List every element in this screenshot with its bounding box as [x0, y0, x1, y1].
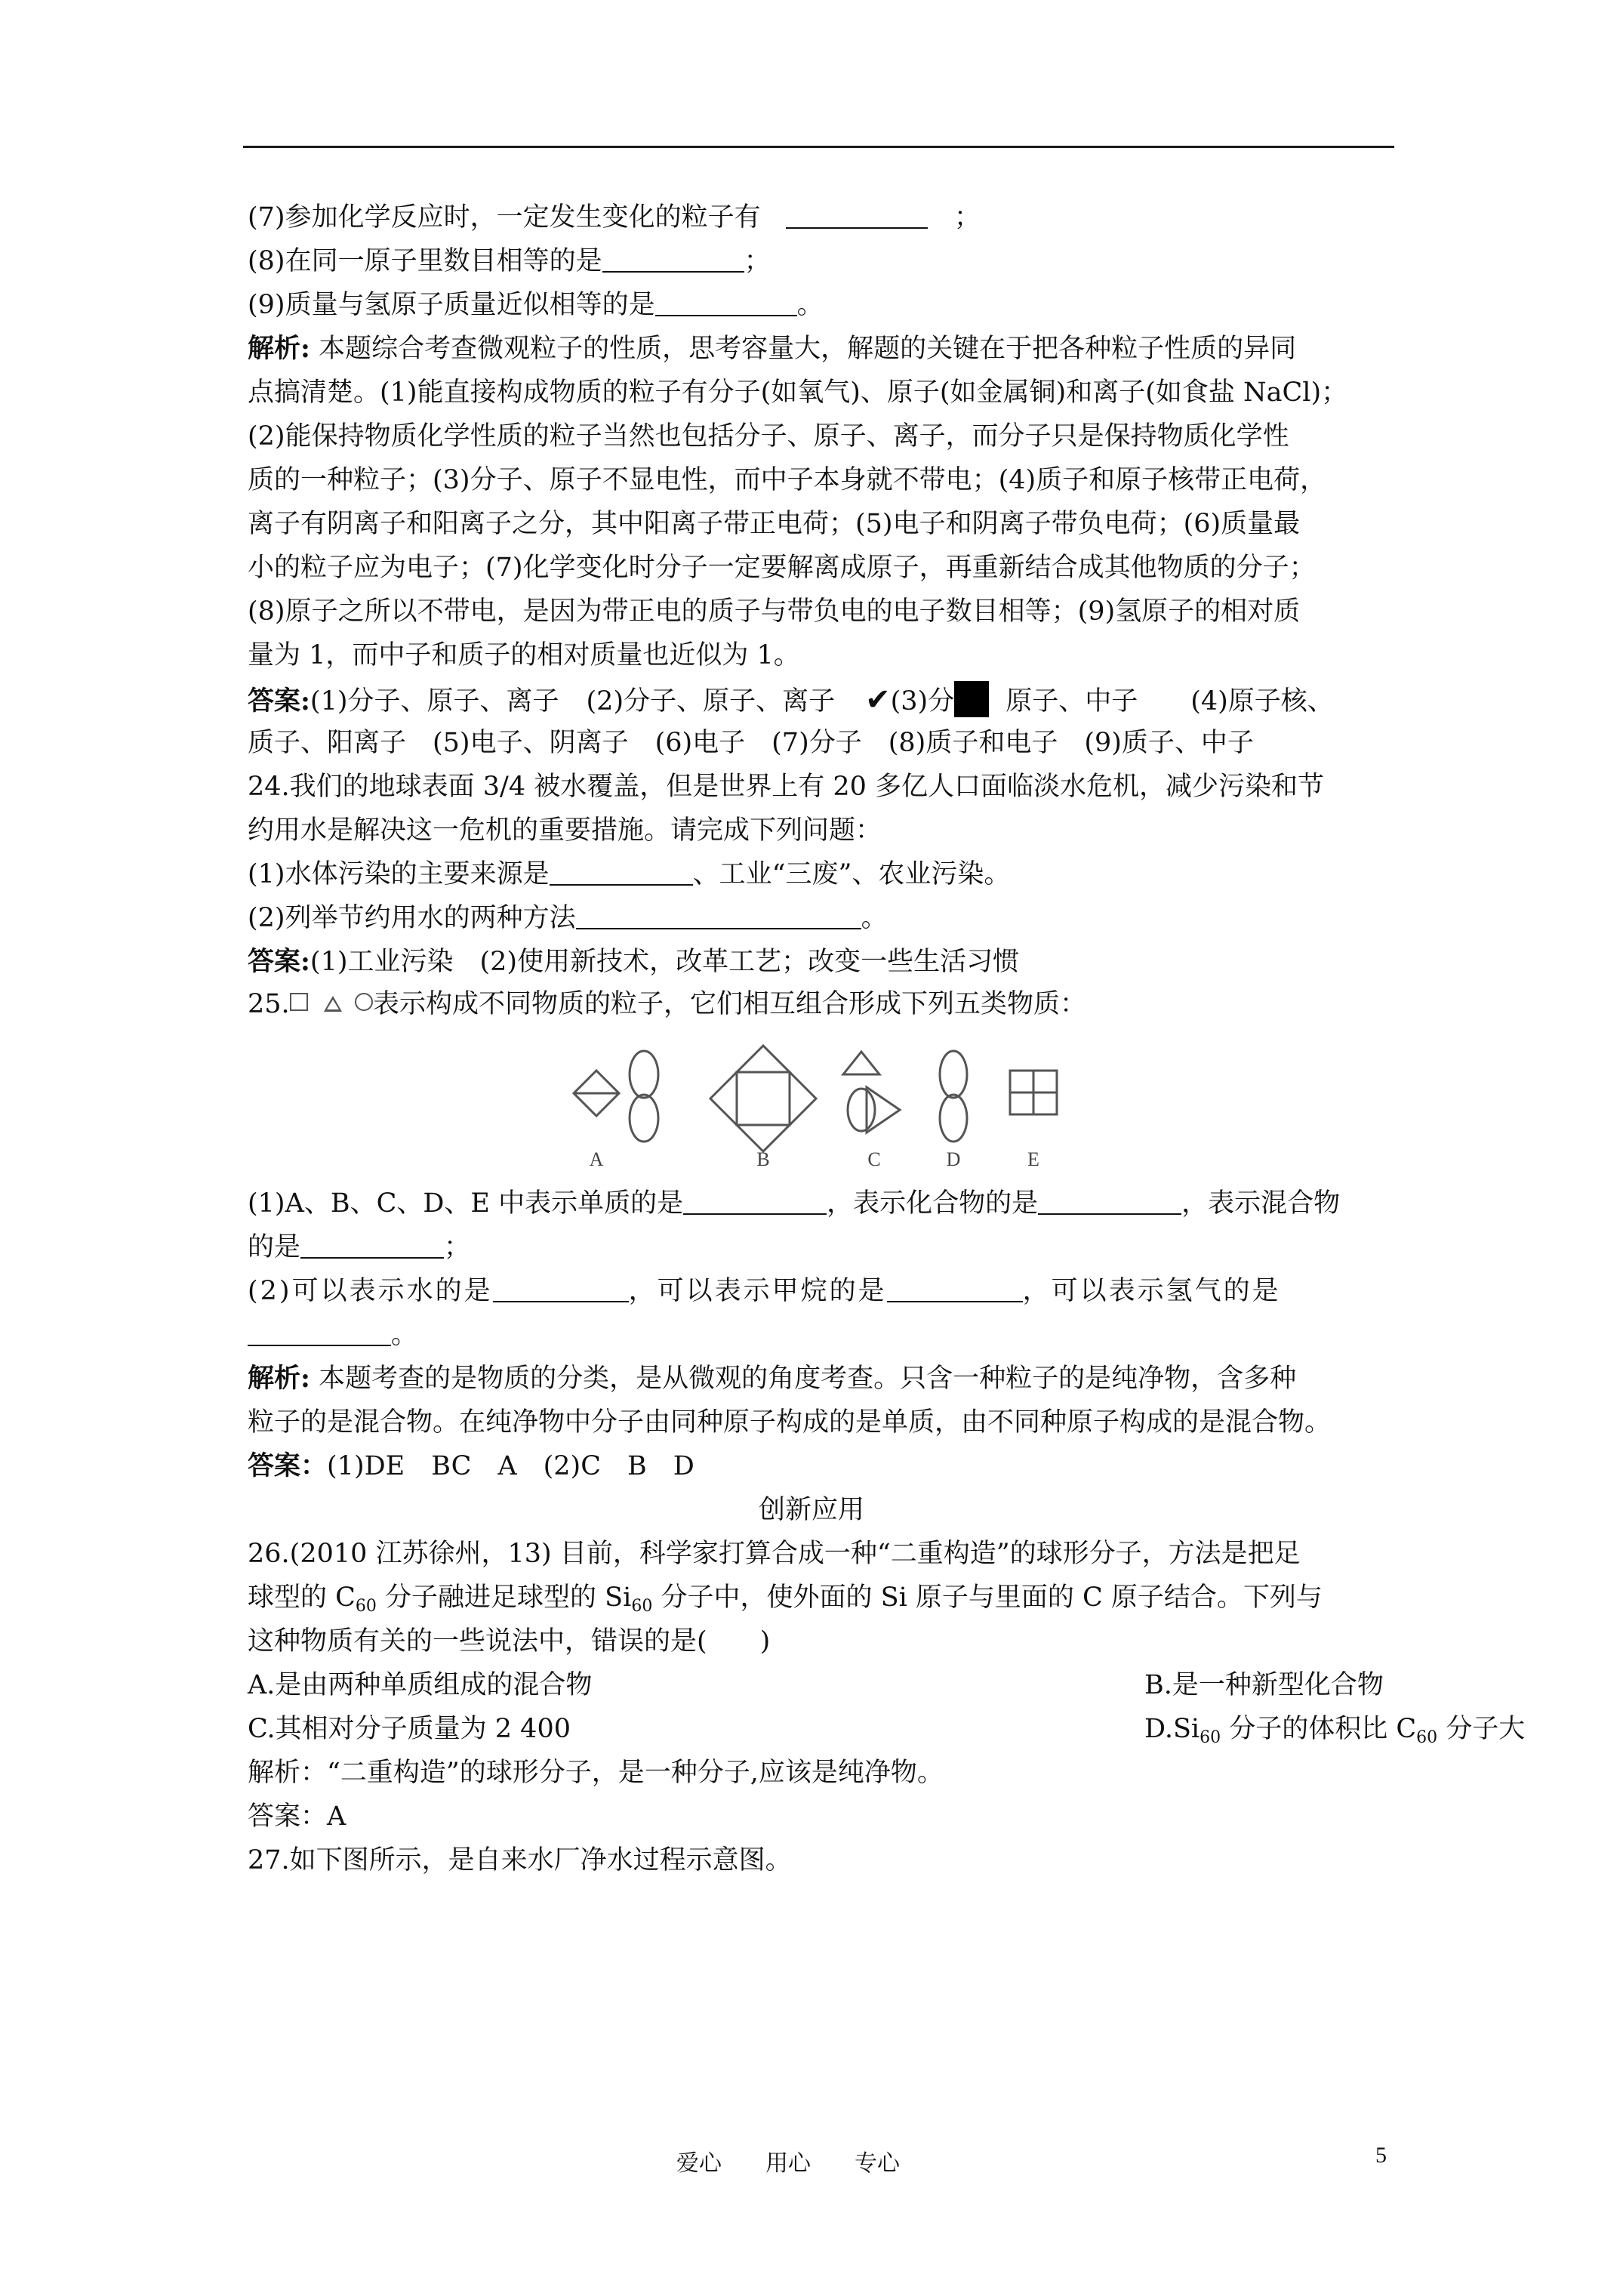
q24-q1-text: (1)水体污染的主要来源是 — [248, 859, 550, 889]
option-b[interactable]: B.是一种新型化合物 — [1144, 1670, 1384, 1700]
q24-stem-line-1: 24.我们的地球表面 3/4 被水覆盖，但是世界上有 20 多亿人口面临淡水危机，减少污染和节 — [248, 772, 1325, 802]
q26-options-row-1 — [248, 1667, 1395, 1703]
q24-q1-end: 、工业“三废”、农业污染。 — [692, 859, 1011, 889]
punctuation: ； — [444, 1232, 471, 1262]
q26-options-row-2 — [248, 1711, 1526, 1747]
answer-blank[interactable] — [248, 1319, 391, 1346]
answer-1: (1)分子、原子、离子 — [310, 686, 559, 717]
q26-answer: 答案：A — [248, 1801, 346, 1832]
punctuation: ； — [953, 202, 981, 233]
answer-blank[interactable] — [550, 858, 693, 886]
q24-stem-line-2: 约用水是解决这一危机的重要措施。请完成下列问题： — [248, 815, 882, 846]
q23-analysis-line-8: 量为 1，而中子和质子的相对质量也近似为 1。 — [248, 640, 800, 670]
q26-stem-line-1: 26.(2010 江苏徐州，13) 目前，科学家打算合成一种“二重构造”的球形分子，方法是把足 — [248, 1539, 1301, 1569]
ellipse-shape — [940, 1095, 967, 1142]
q24-question-1 — [248, 856, 1395, 892]
q25-intro: 表示构成不同物质的粒子，它们相互组合形成下列五类物质： — [372, 989, 1086, 1019]
answer-blank[interactable] — [493, 1275, 629, 1302]
q26-analysis: 解析：“二重构造”的球形分子，是一种分子,应该是纯净物。 — [248, 1758, 944, 1788]
question-number: 25. — [248, 989, 290, 1019]
triangle-shape — [710, 1072, 737, 1125]
answer-blank[interactable] — [300, 1231, 444, 1259]
answer-blank[interactable] — [1038, 1188, 1181, 1215]
q23-analysis-line-2: 点搞清楚。(1)能直接构成物质的粒子有分子(如氧气)、原子(如金属铜)和离子(如食盐 NaCl)； — [248, 378, 1348, 408]
footer — [676, 2144, 944, 2177]
square-icon — [290, 993, 308, 1011]
q25-stem — [248, 986, 1395, 1022]
q24-q2-text: (2)列举节约用水的两种方法 — [248, 903, 576, 933]
answer-label: 答案: — [248, 946, 310, 977]
answer-label: 答案: — [248, 686, 310, 717]
q23-item-7-text: (7)参加化学反应时，一定发生变化的粒子有 — [248, 202, 761, 233]
q23-item-9 — [248, 287, 1395, 323]
triangle-shape — [737, 1125, 790, 1151]
ellipse-shape — [630, 1051, 658, 1098]
q25-analysis-line-2: 粒子的是混合物。在纯净物中分子由同种原子构成的是单质，由不同种原子构成的是混合物。 — [248, 1407, 1332, 1438]
q23-analysis-line-5: 离子有阴离子和阳离子之分，其中阳离子带正电荷；(5)电子和阴离子带负电荷；(6)质量最 — [248, 509, 1301, 539]
q25-q1-part: ，表示化合物的是 — [827, 1188, 1039, 1219]
q23-analysis-line-3: (2)能保持物质化学性质的粒子当然也包括分子、原子、离子，而分子只是保持物质化学性 — [248, 421, 1289, 451]
punctuation: 。 — [796, 290, 824, 320]
figure-e — [1010, 1071, 1057, 1114]
figure-label-a: A — [589, 1148, 604, 1170]
q25-question-1 — [248, 1185, 1395, 1222]
figure-a — [574, 1051, 658, 1142]
q25-q1-part: 的是 — [248, 1232, 301, 1262]
triangle-icon — [324, 996, 342, 1012]
footer-item: 爱心 — [676, 2150, 722, 2177]
q25-q2-part: (2)可以表示水的是 — [248, 1276, 493, 1306]
q23-item-9-text: (9)质量与氢原子质量近似相等的是 — [248, 290, 655, 320]
q26-text: 分子中，使外面的 Si 原子与里面的 C 原子结合。下列与 — [652, 1583, 1323, 1613]
q25-q2-part: ，可以表示甲烷的是 — [628, 1276, 887, 1306]
particle-figure — [566, 1040, 1079, 1175]
answer-text: (1)工业污染 (2)使用新技术，改革工艺；改变一些生活习惯 — [310, 947, 1020, 977]
q23-item-8 — [248, 243, 1395, 279]
circle-icon — [355, 993, 373, 1011]
answer-blank[interactable] — [887, 1275, 1023, 1302]
q25-answer — [248, 1448, 1395, 1484]
q26-stem-line-2 — [248, 1579, 1395, 1625]
answer-blank[interactable] — [655, 289, 797, 316]
q23-analysis-line-6: 小的粒子应为电子；(7)化学变化时分子一定要解离成原子，再重新结合成其他物质的分子； — [248, 553, 1316, 583]
redaction-block — [954, 681, 989, 717]
option-d-text: D.Si — [1144, 1714, 1200, 1744]
q23-analysis-line-7: (8)原子之所以不带电，是因为带正电的质子与带负电的电子数目相等；(9)氢原子的相对质 — [248, 596, 1301, 627]
analysis-text: 本题综合考查微观粒子的性质，思考容量大，解题的关键在于把各种粒子性质的异同 — [319, 334, 1297, 364]
q25-question-2 — [248, 1273, 1395, 1309]
ellipse-shape — [848, 1089, 875, 1131]
answer-3-end: 原子、中子 — [1006, 686, 1138, 717]
triangle-shape — [790, 1072, 816, 1125]
subscript: 60 — [1200, 1728, 1221, 1747]
page-number: 5 — [1375, 2143, 1387, 2168]
q25-q1-part: ，表示混合物 — [1181, 1188, 1341, 1219]
triangle-shape — [843, 1052, 879, 1074]
analysis-text: 本题考查的是物质的分类，是从微观的角度考查。只含一种粒子的是纯净物，含多种 — [319, 1364, 1297, 1394]
analysis-label: 解析: — [248, 333, 310, 364]
q26-text: 球型的 C — [248, 1583, 356, 1613]
figure-label-b: B — [756, 1148, 770, 1170]
q23-analysis-line-4: 质的一种粒子；(3)分子、原子不显电性，而中子本身就不带电；(4)质子和原子核带正电荷， — [248, 465, 1327, 495]
q23-answer-line-1 — [248, 681, 1395, 720]
answer-4: (4)原子核、 — [1190, 686, 1334, 717]
q23-item-8-text: (8)在同一原子里数目相等的是 — [248, 246, 602, 276]
header-rule — [243, 146, 1394, 148]
answer-blank[interactable] — [786, 202, 928, 229]
answer-3-start: (3)分 — [890, 686, 955, 717]
answer-label: 答案： — [248, 1450, 328, 1481]
square-shape — [737, 1072, 790, 1125]
punctuation: 。 — [861, 903, 888, 933]
option-d-text: 分子的体积比 C — [1221, 1714, 1417, 1744]
ellipse-shape — [940, 1051, 967, 1098]
figure-c — [843, 1052, 900, 1133]
checkmark-icon: ✔ — [865, 683, 891, 717]
footer-item: 用心 — [765, 2150, 811, 2177]
q25-analysis-line-1 — [248, 1361, 1395, 1397]
subscript: 60 — [1416, 1728, 1438, 1747]
q25-q1-part: (1)A、B、C、D、E 中表示单质的是 — [248, 1188, 684, 1219]
footer-item: 专心 — [855, 2150, 900, 2177]
q25-question-2-cont — [248, 1317, 1395, 1353]
answer-blank[interactable] — [683, 1188, 827, 1215]
option-d[interactable] — [1144, 1711, 1525, 1756]
answer-blank[interactable] — [576, 902, 861, 929]
subscript: 60 — [631, 1597, 653, 1616]
q26-text: 分子融进足球型的 Si — [376, 1583, 632, 1613]
answer-blank[interactable] — [602, 245, 744, 273]
option-a[interactable]: A.是由两种单质组成的混合物 — [248, 1670, 593, 1700]
section-title: 创新应用 — [758, 1495, 864, 1525]
figure-d — [940, 1051, 967, 1142]
q26-stem-line-3: 这种物质有关的一些说法中，错误的是( ) — [248, 1626, 771, 1657]
figure-label-e: E — [1027, 1148, 1039, 1170]
punctuation: ； — [744, 246, 771, 276]
q24-question-2 — [248, 900, 1395, 936]
option-c[interactable]: C.其相对分子质量为 2 400 — [248, 1714, 571, 1744]
figure-label-c: C — [867, 1148, 881, 1170]
answer-text: (1)DE BC A (2)C B D — [327, 1451, 694, 1481]
q25-q2-part: ，可以表示氢气的是 — [1022, 1276, 1281, 1306]
option-d-text: 分子大 — [1437, 1714, 1526, 1744]
q25-question-1-cont — [248, 1229, 1395, 1265]
punctuation: 。 — [391, 1320, 418, 1350]
q23-answer-line-2: 质子、阳离子 (5)电子、阴离子 (6)电子 (7)分子 (8)质子和电子 (9)质子、中子 — [248, 728, 1254, 758]
q24-answer — [248, 944, 1395, 980]
triangle-shape — [737, 1046, 790, 1072]
figure-b — [710, 1046, 816, 1151]
q23-analysis-line-1 — [248, 331, 1395, 367]
q27-stem: 27.如下图所示，是自来水厂净水过程示意图。 — [248, 1845, 792, 1875]
figure-label-d: D — [946, 1148, 961, 1170]
ellipse-shape — [630, 1095, 658, 1142]
subscript: 60 — [355, 1597, 377, 1616]
analysis-label: 解析: — [248, 1363, 310, 1394]
answer-2: (2)分子、原子、离子 — [586, 686, 836, 717]
q23-item-7 — [248, 199, 1395, 236]
